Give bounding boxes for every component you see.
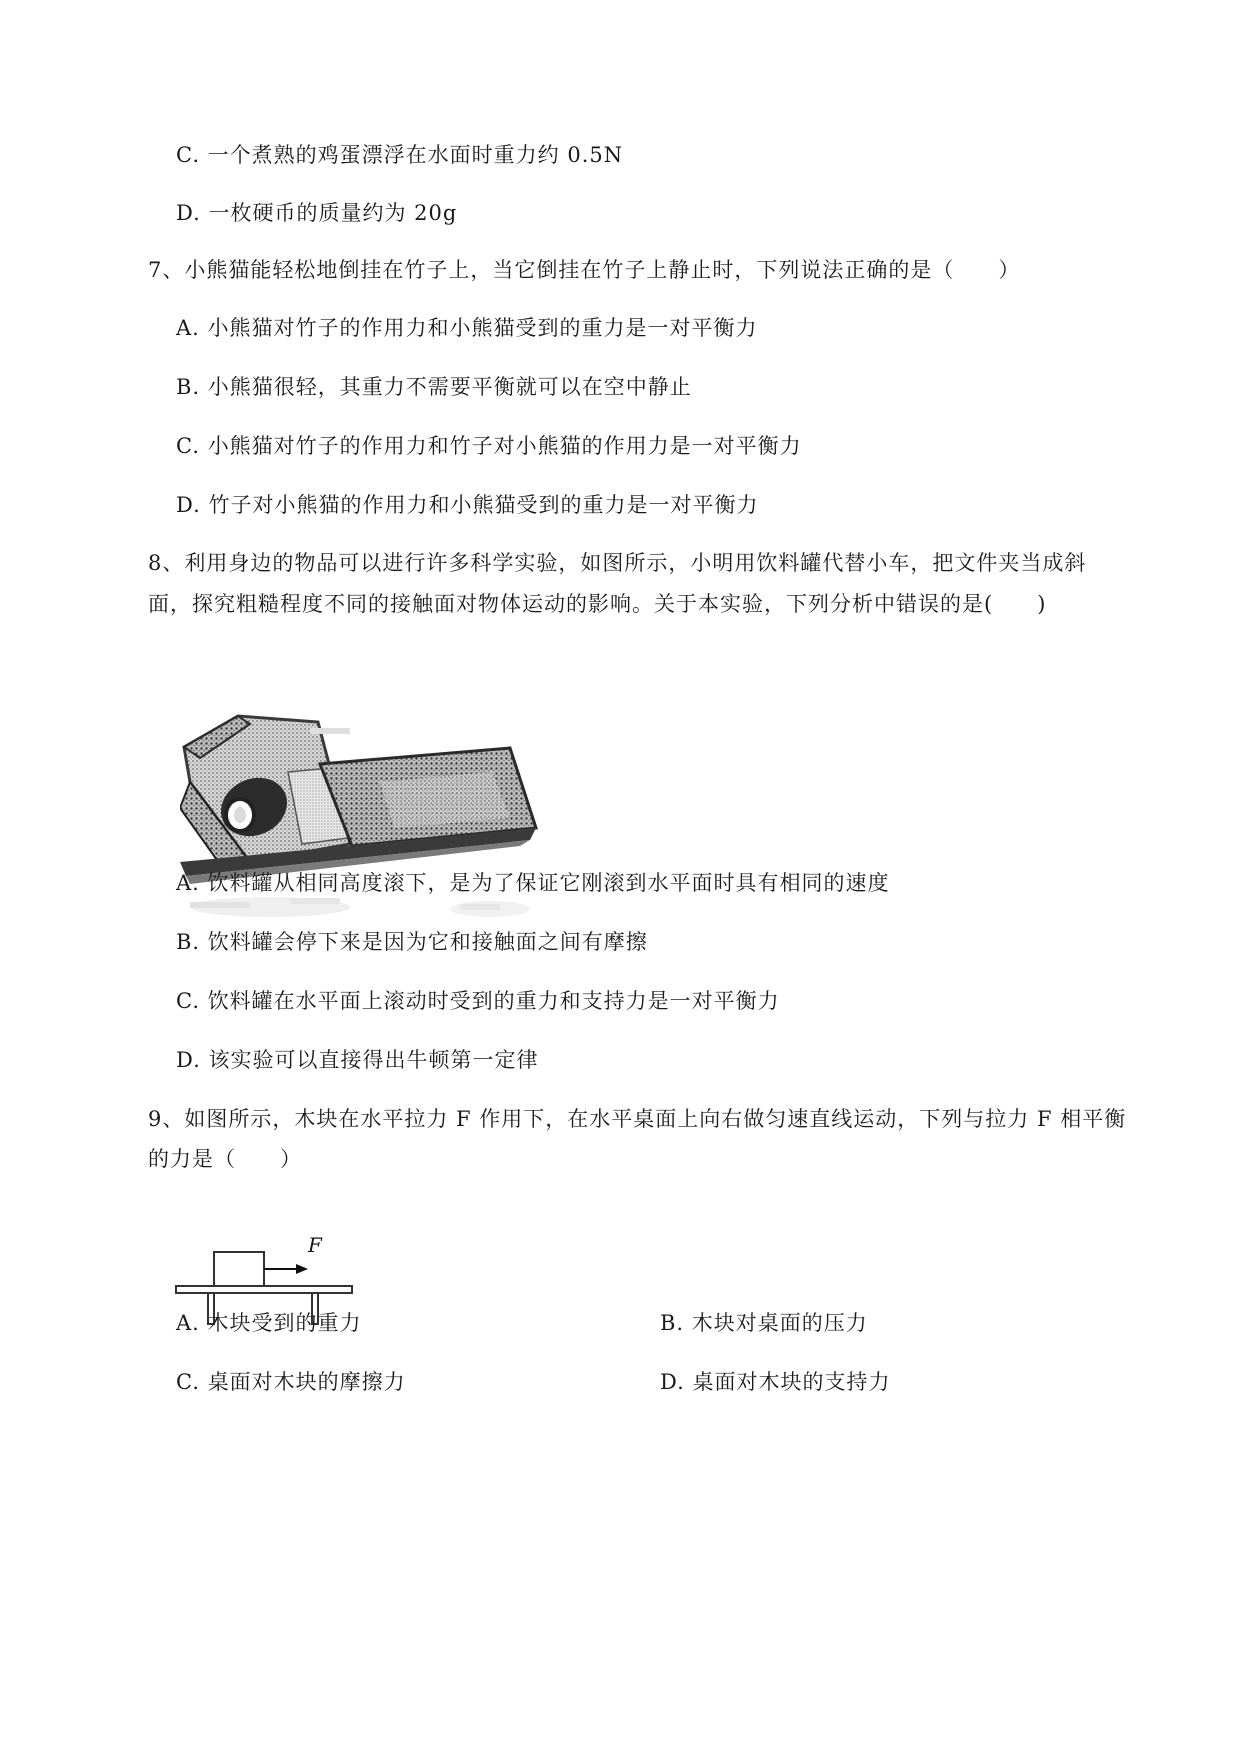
q9-option-d[interactable] <box>660 1367 890 1397</box>
q9-option-b[interactable] <box>660 1308 868 1338</box>
wooden-block <box>214 1252 264 1286</box>
option-label: C. <box>176 989 200 1013</box>
option-text: 该实验可以直接得出牛顿第一定律 <box>208 1048 539 1072</box>
force-label: F <box>308 1233 322 1257</box>
option-text: 木块受到的重力 <box>207 1311 362 1335</box>
q8-stem-line2: 面，探究粗糙程度不同的接触面对物体运动的影响。关于本实验，下列分析中错误的是( ) <box>148 592 1047 616</box>
option-label: D. <box>176 1048 201 1072</box>
option-label: B. <box>176 375 201 399</box>
option-text: 桌面对木块的支持力 <box>692 1370 891 1394</box>
q8-stem-line1: 8、利用身边的物品可以进行许多科学实验，如图所示，小明用饮料罐代替小车，把文件夹当成斜 <box>148 551 1087 575</box>
q9-option-c[interactable] <box>176 1367 406 1397</box>
q7-option-b[interactable] <box>176 372 692 402</box>
q7-option-d[interactable] <box>176 490 758 520</box>
option-text: 小熊猫对竹子的作用力和竹子对小熊猫的作用力是一对平衡力 <box>207 434 802 458</box>
q6-option-d[interactable] <box>176 198 457 228</box>
arrow-head-icon <box>296 1264 308 1274</box>
option-text: 一枚硬币的质量约为 20g <box>208 201 458 225</box>
q6-option-c[interactable] <box>176 140 623 170</box>
option-label: A. <box>176 316 200 340</box>
q7-stem: 7、小熊猫能轻松地倒挂在竹子上，当它倒挂在竹子上静止时，下列说法正确的是（ ） <box>148 258 1021 282</box>
option-text: 小熊猫对竹子的作用力和小熊猫受到的重力是一对平衡力 <box>207 316 758 340</box>
option-text: 小熊猫很轻，其重力不需要平衡就可以在空中静止 <box>207 375 692 399</box>
q9-stem-line1: 9、如图所示，木块在水平拉力 F 作用下，在水平桌面上向右做匀速直线运动，下列与拉力 F 相平衡 <box>148 1107 1127 1131</box>
option-label: B. <box>660 1311 685 1335</box>
option-text: 饮料罐从相同高度滚下，是为了保证它刚滚到水平面时具有相同的速度 <box>207 871 890 895</box>
option-label: B. <box>176 930 201 954</box>
option-label: A. <box>176 871 200 895</box>
option-label: A. <box>176 1311 200 1335</box>
q8-option-c[interactable] <box>176 986 780 1016</box>
option-label: D. <box>176 201 201 225</box>
option-label: C. <box>176 434 200 458</box>
q8-option-d[interactable] <box>176 1045 538 1075</box>
option-text: 桌面对木块的摩擦力 <box>207 1370 406 1394</box>
option-label: C. <box>176 143 200 167</box>
option-text: 一个煮熟的鸡蛋漂浮在水面时重力约 0.5N <box>207 143 624 167</box>
option-text: 竹子对小熊猫的作用力和小熊猫受到的重力是一对平衡力 <box>208 493 759 517</box>
q8-option-b[interactable] <box>176 927 648 957</box>
q7-option-c[interactable] <box>176 431 802 461</box>
option-text: 饮料罐会停下来是因为它和接触面之间有摩擦 <box>207 930 648 954</box>
option-text: 饮料罐在水平面上滚动时受到的重力和支持力是一对平衡力 <box>207 989 780 1013</box>
q7-option-a[interactable] <box>176 313 758 343</box>
option-label: D. <box>660 1370 685 1394</box>
q8-option-a[interactable] <box>176 868 890 898</box>
q9-option-a[interactable] <box>176 1308 362 1338</box>
table-top <box>176 1286 352 1293</box>
option-label: D. <box>176 493 201 517</box>
option-label: C. <box>176 1370 200 1394</box>
q9-stem-line2: 的力是（ ） <box>148 1147 302 1171</box>
option-text: 木块对桌面的压力 <box>691 1311 868 1335</box>
